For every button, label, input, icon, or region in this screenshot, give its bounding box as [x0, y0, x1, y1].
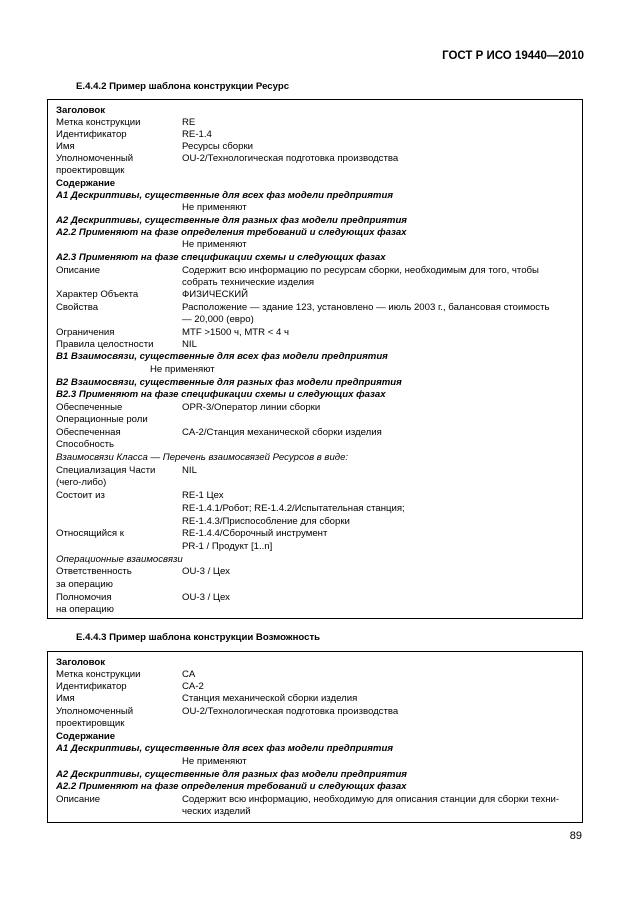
content-heading: Содержание — [56, 731, 116, 742]
field-value: RE-1.4.1/Робот; RE-1.4.2/Испытательная станция; — [182, 503, 405, 514]
content-heading: Содержание — [56, 178, 116, 189]
field-label: проектировщик — [56, 718, 125, 729]
field-value: RE-1.4.3/Приспособление для сборки — [182, 516, 350, 527]
field-label: Уполномоченный — [56, 706, 134, 717]
field-label: Характер Объекта — [56, 289, 139, 300]
field-value: CA-2/Станция механической сборки изделия — [182, 427, 382, 438]
field-value: — 20,000 (евро) — [182, 314, 254, 325]
a23-heading: А2.3 Применяют на фазе спецификации схемы и следующих фазах — [56, 252, 386, 263]
field-label: Описание — [56, 794, 101, 805]
field-label: Правила целостности — [56, 339, 154, 350]
field-label: на операцию — [56, 604, 114, 615]
b1-heading: В1 Взаимосвязи, существенные для всех фаз модели предприятия — [56, 351, 388, 362]
document-header: ГОСТ Р ИСО 19440—2010 — [442, 50, 584, 62]
field-label: Метка конструкции — [56, 669, 141, 680]
field-value: OPR-3/Оператор линии сборки — [182, 402, 321, 413]
field-label: Относящийся к — [56, 528, 124, 539]
field-label: Специализация Части — [56, 465, 156, 476]
field-value: NIL — [182, 339, 197, 350]
field-value: OU-3 / Цех — [182, 592, 230, 603]
heading: Заголовок — [56, 657, 106, 668]
field-value: Ресурсы сборки — [182, 141, 254, 152]
field-label: Свойства — [56, 302, 99, 313]
a1-heading: А1 Дескриптивы, существенные для всех фаз модели предприятия — [56, 743, 393, 754]
field-label: Ограничения — [56, 327, 115, 338]
field-value: Расположение — здание 123, установлено — июль 2003 г., балансовая стоимость — [182, 302, 550, 313]
capability-template-box — [47, 651, 583, 823]
field-value: NIL — [182, 465, 197, 476]
field-value: Содержит всю информацию, необходимую для описания станции для сборки техни- — [182, 794, 560, 805]
not-applicable: Не применяют — [182, 202, 247, 213]
field-value: PR-1 / Продукт [1..n] — [182, 541, 273, 552]
class-relations-heading: Взаимосвязи Класса — Перечень взаимосвязей Ресурсов в виде: — [56, 452, 349, 463]
section-title-resource: Е.4.4.2 Пример шаблона конструкции Ресурс — [76, 81, 290, 92]
field-label: (чего-либо) — [56, 477, 107, 488]
field-label: Полномочия — [56, 592, 112, 603]
field-value: ческих изделий — [182, 806, 251, 817]
a1-heading: А1 Дескриптивы, существенные для всех фаз модели предприятия — [56, 190, 393, 201]
field-label: Ответственность — [56, 566, 132, 577]
field-value: CA-2 — [182, 681, 204, 692]
field-label: Описание — [56, 265, 101, 276]
a22-heading: А2.2 Применяют на фазе определения требований и следующих фазах — [56, 227, 407, 238]
not-applicable: Не применяют — [182, 756, 247, 767]
field-label: за операцию — [56, 579, 113, 590]
field-label: Метка конструкции — [56, 117, 141, 128]
field-label: Уполномоченный — [56, 153, 134, 164]
field-label: Идентификатор — [56, 129, 127, 140]
resource-template-box — [47, 99, 583, 619]
field-label: Операционные роли — [56, 414, 148, 425]
field-value: RE-1.4 — [182, 129, 212, 140]
a22-heading: А2.2 Применяют на фазе определения требований и следующих фазах — [56, 781, 407, 792]
b23-heading: В2.3 Применяют на фазе спецификации схемы и следующих фазах — [56, 389, 386, 400]
field-value: OU-3 / Цех — [182, 566, 230, 577]
field-value: CA — [182, 669, 196, 680]
field-label: проектировщик — [56, 165, 125, 176]
field-label: Имя — [56, 141, 75, 152]
not-applicable: Не применяют — [182, 239, 247, 250]
field-value: Станция механической сборки изделия — [182, 693, 358, 704]
heading: Заголовок — [56, 105, 106, 116]
field-label: Имя — [56, 693, 75, 704]
field-value: OU-2/Технологическая подготовка производства — [182, 153, 399, 164]
section-title-capability: Е.4.4.3 Пример шаблона конструкции Возможность — [76, 632, 321, 643]
page-number: 89 — [569, 830, 582, 842]
field-label: Идентификатор — [56, 681, 127, 692]
field-label: Способность — [56, 439, 115, 450]
a2-heading: А2 Дескриптивы, существенные для разных фаз модели предприятия — [56, 215, 407, 226]
op-relations-heading: Операционные взаимосвязи — [56, 554, 183, 565]
not-applicable: Не применяют — [150, 364, 215, 375]
field-value: RE-1 Цех — [182, 490, 224, 501]
field-label: Обеспеченная — [56, 427, 121, 438]
field-label: Состоит из — [56, 490, 105, 501]
field-value: Содержит всю информацию по ресурсам сборки, необходимым для того, чтобы — [182, 265, 539, 276]
field-value: ФИЗИЧЕСКИЙ — [182, 289, 248, 300]
b2-heading: В2 Взаимосвязи, существенные для разных фаз модели предприятия — [56, 377, 402, 388]
a2-heading: А2 Дескриптивы, существенные для разных фаз модели предприятия — [56, 769, 407, 780]
field-value: OU-2/Технологическая подготовка производства — [182, 706, 399, 717]
field-value: RE — [182, 117, 196, 128]
field-value: MTF >1500 ч, MTR < 4 ч — [182, 327, 290, 338]
field-value: собрать технические изделия — [182, 277, 315, 288]
field-label: Обеспеченные — [56, 402, 123, 413]
field-value: RE-1.4.4/Сборочный инструмент — [182, 528, 328, 539]
